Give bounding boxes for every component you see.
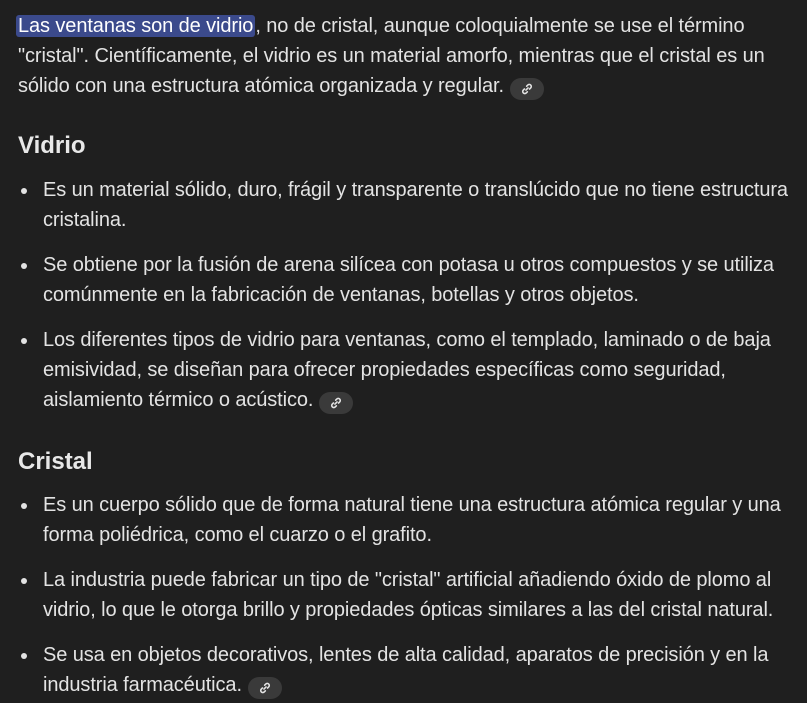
list-item-text: Se obtiene por la fusión de arena silícea con potasa u otros compuestos y se utiliza comúnmente en la fabricación de ventanas, botellas y otros objetos. (43, 254, 774, 306)
list-item (18, 175, 789, 235)
source-link-chip[interactable] (510, 78, 544, 100)
list-item (18, 565, 789, 625)
vidrio-list (18, 175, 789, 415)
source-link-chip[interactable] (248, 677, 282, 699)
link-icon (520, 82, 534, 96)
list-item-text: Se usa en objetos decorativos, lentes de alta calidad, aparatos de precisión y en la industria farmacéutica. (43, 644, 769, 696)
source-link-chip[interactable] (319, 392, 353, 414)
link-icon (258, 681, 272, 695)
section-heading-vidrio: Vidrio (18, 132, 86, 159)
list-item (18, 490, 789, 550)
list-item-text: La industria puede fabricar un tipo de "cristal" artificial añadiendo óxido de plomo al vidrio, lo que le otorga brillo y propiedades ópticas similares a las del cristal natural. (43, 569, 774, 621)
link-icon (329, 396, 343, 410)
list-item (18, 325, 789, 415)
list-item-text: Es un material sólido, duro, frágil y transparente o translúcido que no tiene estructura cristalina. (43, 179, 788, 231)
section-heading-cristal: Cristal (18, 448, 93, 475)
list-item (18, 640, 789, 700)
intro-paragraph (18, 11, 789, 101)
highlighted-text[interactable]: Las ventanas son de vidrio (18, 15, 254, 37)
intro-text: , no de cristal, aunque coloquialmente se use el término "cristal". Científicamente, el vidrio es un material amorfo, mientras que el cristal es un sólido con una estructura atómica organizada y regular. (18, 15, 765, 97)
list-item-text: Los diferentes tipos de vidrio para ventanas, como el templado, laminado o de baja emisividad, se diseñan para ofrecer propiedades específicas como seguridad, aislamiento térmico o acústico. (43, 329, 771, 411)
cristal-list (18, 490, 789, 700)
list-item (18, 250, 789, 310)
list-item-text: Es un cuerpo sólido que de forma natural tiene una estructura atómica regular y una forma poliédrica, como el cuarzo o el grafito. (43, 494, 781, 546)
